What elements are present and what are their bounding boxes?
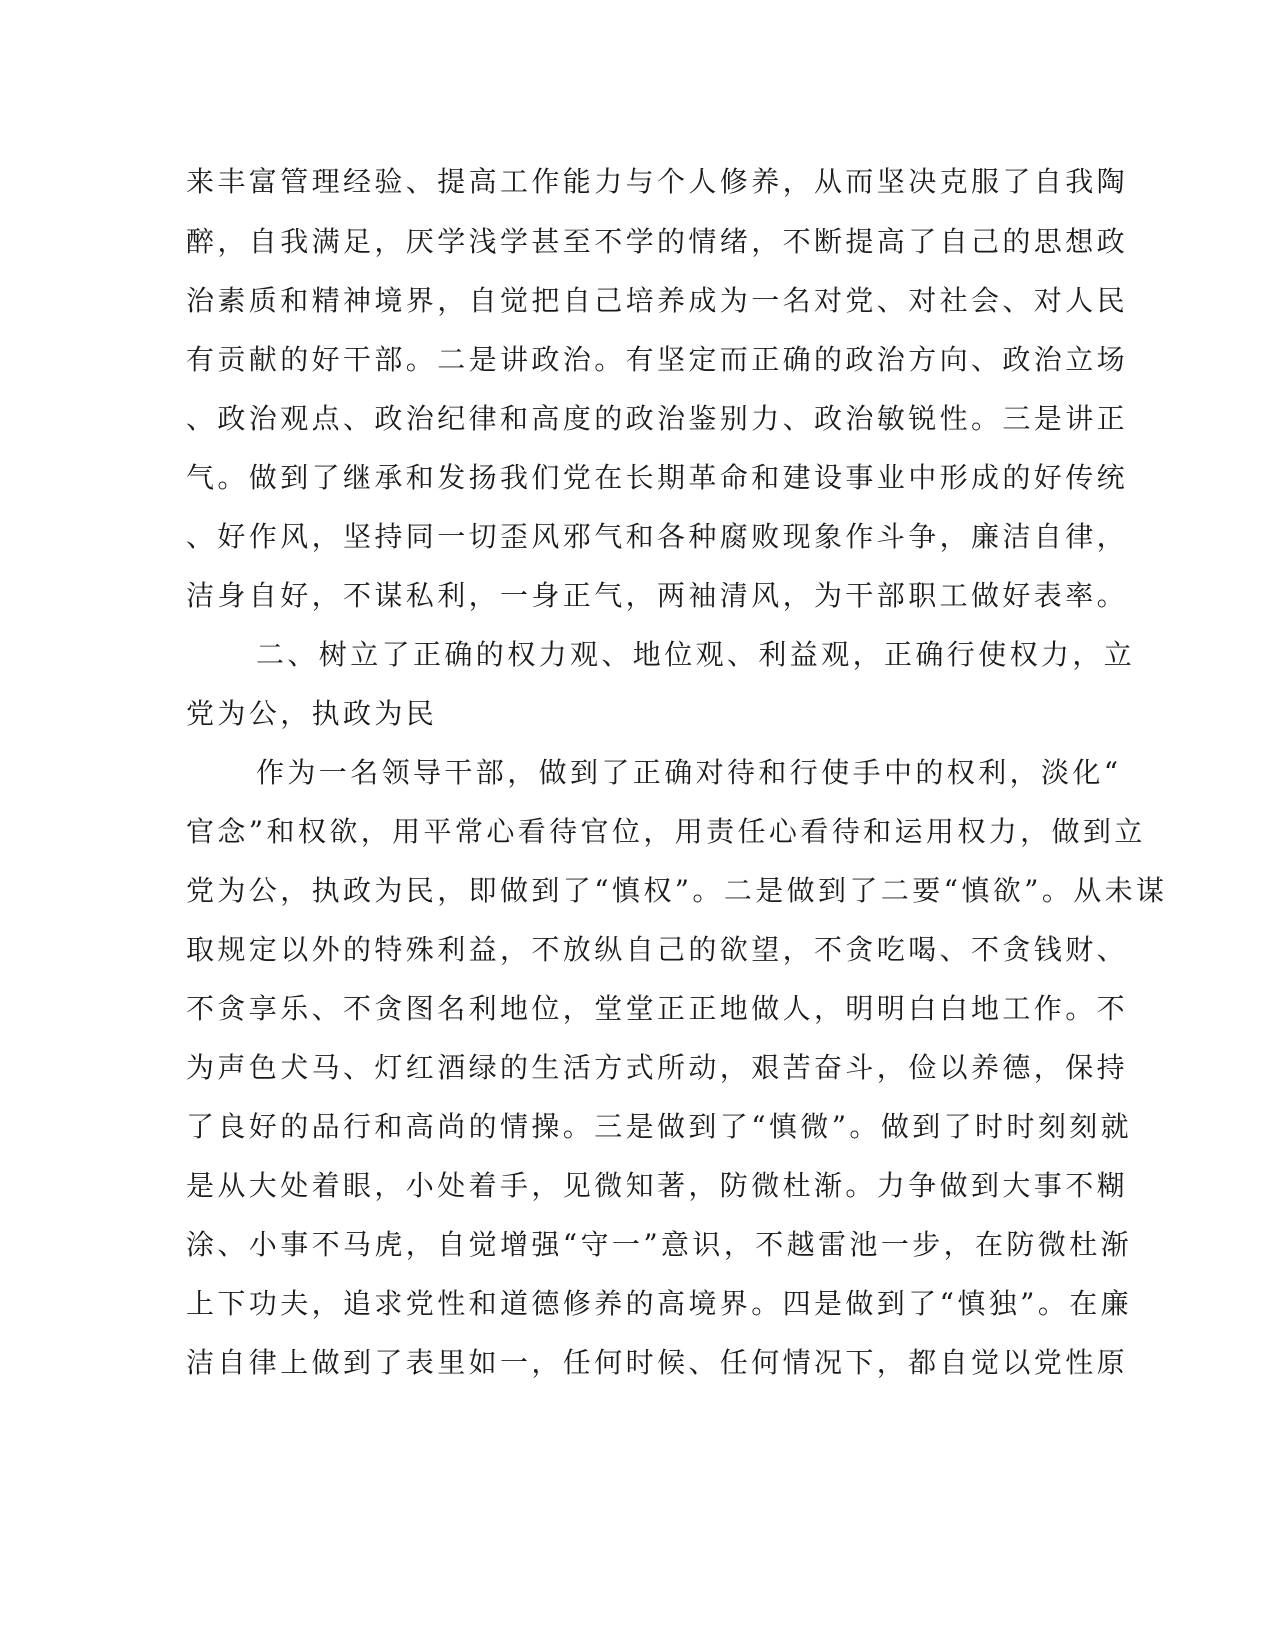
text-line: 取规定以外的特殊利益，不放纵自己的欲望，不贪吃喝、不贪钱财、: [186, 933, 1129, 966]
text-line: 有贡献的好干部。二是讲政治。有坚定而正确的政治方向、政治立场: [186, 343, 1129, 376]
text-line: 、政治观点、政治纪律和高度的政治鉴别力、政治敏锐性。三是讲正: [186, 402, 1129, 435]
text-line: 涂、小事不马虎，自觉增强“守一”意识，不越雷池一步，在防微杜渐: [186, 1228, 1133, 1261]
text-line: 不贪享乐、不贪图名利地位，堂堂正正地做人，明明白白地工作。不: [186, 992, 1129, 1025]
section-heading-continued: 党为公，执政为民: [186, 697, 438, 730]
text-line: 、好作风，坚持同一切歪风邪气和各种腐败现象作斗争，廉洁自律，: [186, 520, 1129, 553]
text-line: 为声色犬马、灯红酒绿的生活方式所动，艰苦奋斗，俭以养德，保持: [186, 1051, 1129, 1084]
text-line: 了良好的品行和高尚的情操。三是做到了“慎微”。做到了时时刻刻就: [186, 1110, 1133, 1143]
text-line: 洁身自好，不谋私利，一身正气，两袖清风，为干部职工做好表率。: [186, 579, 1129, 612]
text-line: 党为公，执政为民，即做到了“慎权”。二是做到了二要“慎欲”。从未谋: [186, 874, 1168, 907]
section-heading: 二、树立了正确的权力观、地位观、利益观，正确行使权力，立: [256, 638, 1136, 671]
paragraph-start-line: 作为一名领导干部，做到了正确对待和行使手中的权利，淡化“: [256, 756, 1122, 789]
text-line: 醉，自我满足，厌学浅学甚至不学的情绪，不断提高了自己的思想政: [186, 225, 1129, 258]
text-line: 上下功夫，追求党性和道德修养的高境界。四是做到了“慎独”。在廉: [186, 1287, 1133, 1320]
text-line: 来丰富管理经验、提高工作能力与个人修养，从而坚决克服了自我陶: [186, 165, 1129, 198]
text-line: 气。做到了继承和发扬我们党在长期革命和建设事业中形成的好传统: [186, 461, 1129, 494]
text-line: 是从大处着眼，小处着手，见微知著，防微杜渐。力争做到大事不糊: [186, 1169, 1129, 1202]
text-line: 官念”和权欲，用平常心看待官位，用责任心看待和运用权力，做到立: [186, 815, 1146, 848]
text-line: 洁自律上做到了表里如一，任何时候、任何情况下，都自觉以党性原: [186, 1346, 1129, 1379]
text-line: 治素质和精神境界，自觉把自己培养成为一名对党、对社会、对人民: [186, 284, 1129, 317]
